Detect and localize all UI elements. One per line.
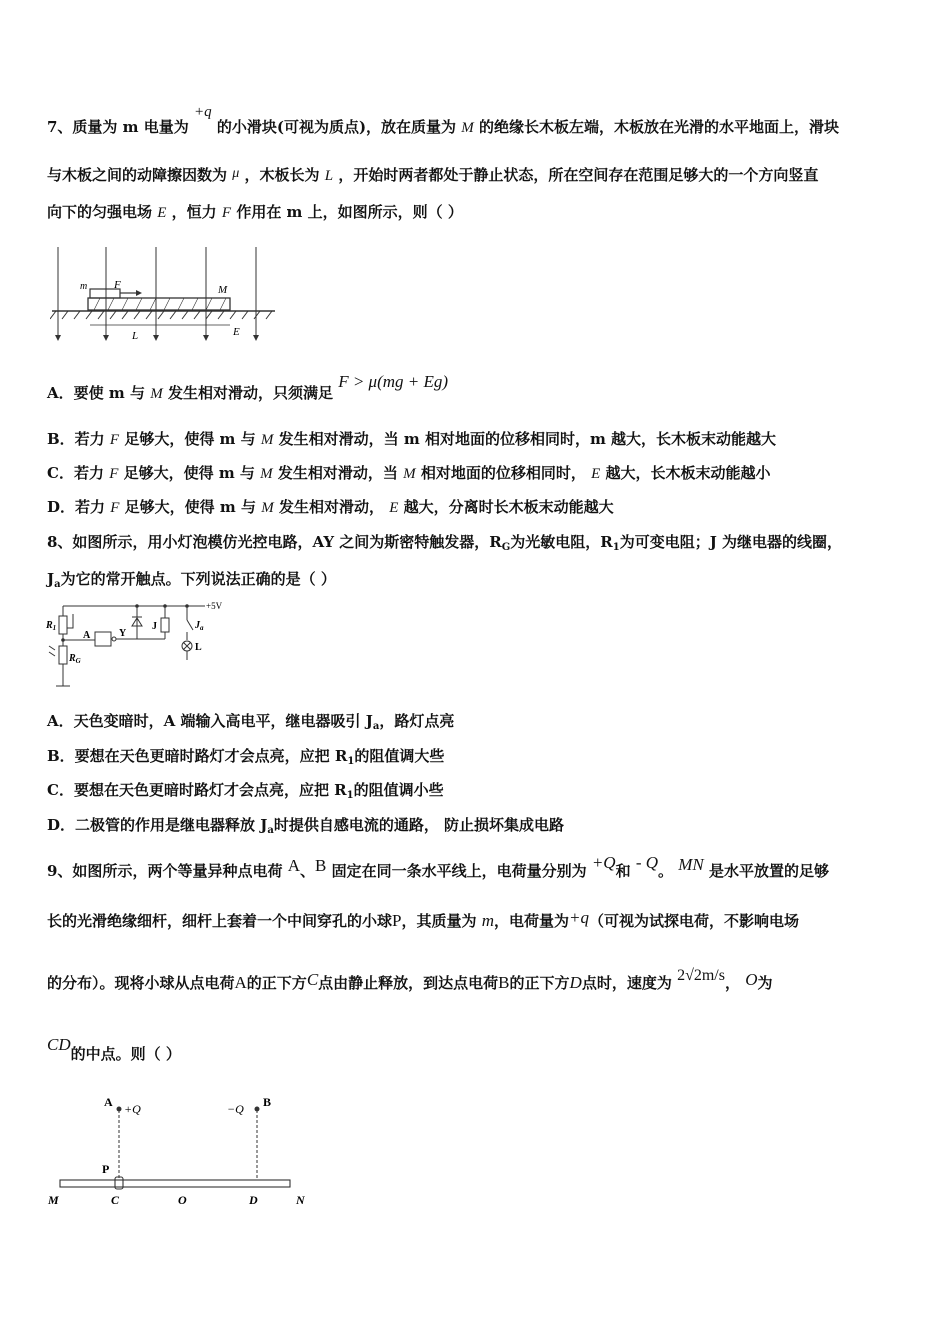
- q8-option-d: [47, 815, 564, 841]
- q8-text: 时提供自感电流的通路， 防止损坏集成电路: [273, 816, 565, 834]
- relay-coil: [161, 618, 169, 632]
- q9-line-4: [47, 1035, 181, 1064]
- q9-text: 的分布）。现将小球从点电荷: [47, 974, 235, 992]
- q7-line-2: [47, 165, 818, 187]
- q9-var-D: D: [569, 973, 582, 992]
- q8-sub: a: [267, 825, 274, 836]
- q7-fig-F: F: [114, 279, 121, 291]
- q9-line-2: [47, 908, 800, 931]
- field-arrowhead: [55, 335, 61, 341]
- q9-fig-minus-q: −Q: [227, 1102, 244, 1116]
- q9-text: 点由静止释放，到达点电荷: [318, 974, 499, 992]
- q9-fig-n: N: [296, 1193, 305, 1207]
- r1-slider: [67, 614, 73, 628]
- rod-mn: [60, 1180, 290, 1187]
- q7-text: 发生相对滑动，只须满足: [167, 384, 333, 402]
- q7-var-M: M: [461, 120, 474, 136]
- q9-minus-Q: - Q: [635, 853, 659, 872]
- q8-text: A．天色变暗时，A 端输入高电平，继电器吸引 J: [47, 712, 373, 730]
- q7-text: 的小滑块(可视为质点)，放在质量为: [216, 118, 457, 136]
- q7-var-mu: μ: [232, 166, 240, 181]
- q8-option-b: [47, 746, 444, 772]
- q9-fig-d: D: [249, 1193, 258, 1207]
- charge-a: [117, 1107, 122, 1112]
- q8-fig-rg: $R_G$: [69, 653, 81, 665]
- q7-text: ，木板长为: [244, 166, 320, 184]
- q9-plus-q: +q: [569, 908, 590, 927]
- charge-b: [255, 1107, 260, 1112]
- q9-text: ，电荷量为: [494, 912, 570, 930]
- q9-text: 的正下方: [246, 974, 307, 992]
- q7-text: ，开始时两者都处于静止状态，所在空间存在范围足够大的一个方向竖直: [338, 166, 819, 184]
- q8-fig-y: Y: [119, 628, 127, 639]
- q8-text: D．二极管的作用是继电器释放 J: [47, 816, 268, 834]
- q9-var-B: B: [498, 973, 510, 992]
- q7-text: 与木板之间的动障擦因数为: [47, 166, 228, 184]
- q9-fig-c: C: [111, 1193, 120, 1207]
- q9-line-3: [47, 967, 773, 994]
- q9-text: ，: [724, 974, 740, 992]
- q7-var-F: F: [109, 466, 119, 482]
- q7-text: A．要使 m 与: [47, 384, 145, 402]
- junction: [163, 604, 167, 608]
- q8-sub: 1: [346, 790, 354, 801]
- q9-line-1: [47, 853, 830, 881]
- q9-var-C: C: [306, 970, 319, 989]
- q7-text: C．若力: [47, 464, 104, 482]
- q8-fig-l: L: [195, 642, 202, 653]
- q9-fig-m: M: [48, 1193, 59, 1207]
- q8-fig-ja: $J_a$: [195, 620, 204, 632]
- q7-var-E: E: [591, 466, 601, 482]
- q7-option-c: [47, 463, 771, 484]
- q8-text: J: [47, 570, 55, 588]
- q7-text: 足够大，使得 m 与: [123, 464, 255, 482]
- q7-var-L: L: [324, 168, 334, 184]
- q7-line-1: [47, 104, 840, 138]
- q7-text: ，恒力: [171, 203, 217, 221]
- q7-text: 越大，长木板末动能越小: [605, 464, 771, 482]
- q9-text: 和: [615, 862, 631, 880]
- q9-var-B: B: [314, 856, 327, 875]
- q7-charge: +q: [194, 104, 212, 120]
- q8-text: ，路灯点亮: [379, 712, 455, 730]
- q9-var-m: m: [481, 911, 495, 930]
- q8-fig-a: A: [83, 630, 91, 641]
- q9-text: 。: [658, 862, 674, 880]
- q7-text: 相对地面的位移相同时，: [420, 464, 586, 482]
- q9-text: 为: [757, 974, 773, 992]
- q9-fig-a: A: [104, 1095, 113, 1109]
- field-arrowhead: [153, 335, 159, 341]
- q8-text: 为它的常开触点。下列说法正确的是（ ）: [60, 570, 336, 588]
- q8-text: C．要想在天色更暗时路灯才会点亮，应把 R: [47, 781, 347, 799]
- q7-fig-M: M: [218, 284, 228, 296]
- q7-var-F: F: [221, 205, 232, 221]
- q8-text: B．要想在天色更暗时路灯才会点亮，应把 R: [47, 747, 348, 765]
- q8-text: 为可变电阻；J 为继电器的线圈，: [619, 533, 843, 551]
- q7-text: 发生相对滑动，: [278, 498, 384, 516]
- force-arrowhead: [136, 290, 142, 296]
- inverter-bubble: [112, 637, 116, 641]
- q9-text: 是水平放置的足够: [709, 862, 830, 880]
- q7-var-F: F: [110, 500, 120, 516]
- q7-var-F: F: [109, 432, 120, 448]
- q8-sub: 1: [347, 756, 355, 767]
- q7-option-d: [47, 497, 614, 518]
- junction: [135, 604, 139, 608]
- q7-var-M: M: [261, 500, 274, 516]
- q7-var-E: E: [157, 205, 167, 221]
- q9-fig-p: P: [102, 1162, 110, 1176]
- q8-text: 的阻值调小些: [353, 781, 444, 799]
- resistor-rg: [59, 646, 67, 664]
- q8-fig-j: J: [152, 621, 157, 632]
- q8-sub: G: [501, 542, 511, 553]
- q9-text: 、: [299, 862, 315, 880]
- q7-figure: [50, 245, 280, 345]
- q9-var-A: A: [287, 856, 300, 875]
- resistor-r1: [59, 616, 67, 634]
- q7-var-E: E: [389, 500, 399, 516]
- q9-text: 的正下方: [509, 974, 570, 992]
- q9-var-MN: MN: [678, 855, 704, 874]
- q9-var-P: P: [392, 911, 402, 930]
- q7-text: B．若力: [47, 430, 105, 448]
- q8-text: 8、如图所示，用小灯泡模仿光控电路，AY 之间为斯密特触发器，R: [47, 533, 502, 551]
- relay-contact: [187, 620, 193, 630]
- q7-text: 7、质量为 m 电量为: [47, 118, 189, 136]
- q8-text: 的阻值调大些: [354, 747, 445, 765]
- q9-var-O: O: [745, 970, 758, 989]
- q9-fig-o: O: [178, 1193, 187, 1207]
- q9-text: ，其质量为: [401, 912, 477, 930]
- q9-text: （可视为试探电荷，不影响电场: [589, 912, 800, 930]
- q9-figure: [44, 1090, 314, 1220]
- q9-fig-b: B: [263, 1095, 272, 1109]
- q7-var-M: M: [403, 466, 416, 482]
- q9-speed: 2√2m/s: [677, 967, 725, 984]
- q9-text: 长的光滑绝缘细杆，细杆上套着一个中间穿孔的小球: [47, 912, 393, 930]
- junction: [185, 604, 189, 608]
- schmitt-trigger: [95, 632, 111, 646]
- q9-text: 固定在同一条水平线上，电荷量分别为: [331, 862, 587, 880]
- q9-var-CD: CD: [47, 1035, 71, 1054]
- q8-fig-r1: $R_1$: [46, 620, 57, 632]
- q8-sub: a: [372, 721, 380, 732]
- q7-option-b: [47, 429, 776, 450]
- q7-fig-L: L: [132, 330, 139, 342]
- q7-text: 发生相对滑动，当 m 相对地面的位移相同时，m 越大，长木板末动能越大: [278, 430, 777, 448]
- q7-var-M: M: [260, 466, 273, 482]
- lamp-cross: [184, 643, 191, 650]
- q7-fig-m: m: [80, 281, 88, 292]
- q7-text: 发生相对滑动，当: [277, 464, 398, 482]
- q7-option-a: [47, 372, 449, 404]
- ground-hatch: [50, 311, 272, 319]
- q8-circuit: [45, 598, 245, 698]
- q8-line-2: [47, 569, 336, 595]
- q7-text: 越大，分离时长木板末动能越大: [403, 498, 614, 516]
- q7-text: 的绝缘长木板左端，木板放在光滑的水平地面上，滑块: [479, 118, 840, 136]
- q8-sub: a: [54, 579, 61, 590]
- q9-var-A: A: [234, 973, 247, 992]
- q7-formula: F > μ(mg + Eg): [338, 372, 449, 391]
- q7-var-M: M: [260, 432, 274, 448]
- q9-plus-Q: +Q: [591, 853, 616, 872]
- q7-var-M: M: [150, 386, 163, 402]
- q7-text: 向下的匀强电场: [47, 203, 153, 221]
- q8-line-1: [47, 532, 842, 558]
- q7-text: 足够大，使得 m 与: [124, 498, 256, 516]
- q7-text: 作用在 m 上，如图所示，则（ ）: [236, 203, 463, 221]
- field-arrowhead: [253, 335, 259, 341]
- q8-option-c: [47, 780, 444, 806]
- q7-fig-E: E: [233, 326, 240, 338]
- q9-text: 的中点。则（ ）: [70, 1045, 181, 1063]
- q7-text: 足够大，使得 m 与: [124, 430, 256, 448]
- q8-text: 为光敏电阻，R: [510, 533, 613, 551]
- light-rays: [49, 646, 55, 656]
- junction: [61, 638, 65, 642]
- field-arrowhead: [103, 335, 109, 341]
- q9-text: 点时，速度为: [581, 974, 672, 992]
- q7-text: D．若力: [47, 498, 106, 516]
- q8-fig-vcc: +5V: [206, 601, 223, 611]
- q7-line-3: [47, 202, 463, 223]
- q9-text: 9、如图所示，两个等量异种点电荷: [47, 862, 283, 880]
- q8-option-a: [47, 711, 454, 737]
- field-arrowhead: [203, 335, 209, 341]
- q8-sub: 1: [612, 542, 620, 553]
- q9-fig-plus-q: +Q: [124, 1102, 141, 1116]
